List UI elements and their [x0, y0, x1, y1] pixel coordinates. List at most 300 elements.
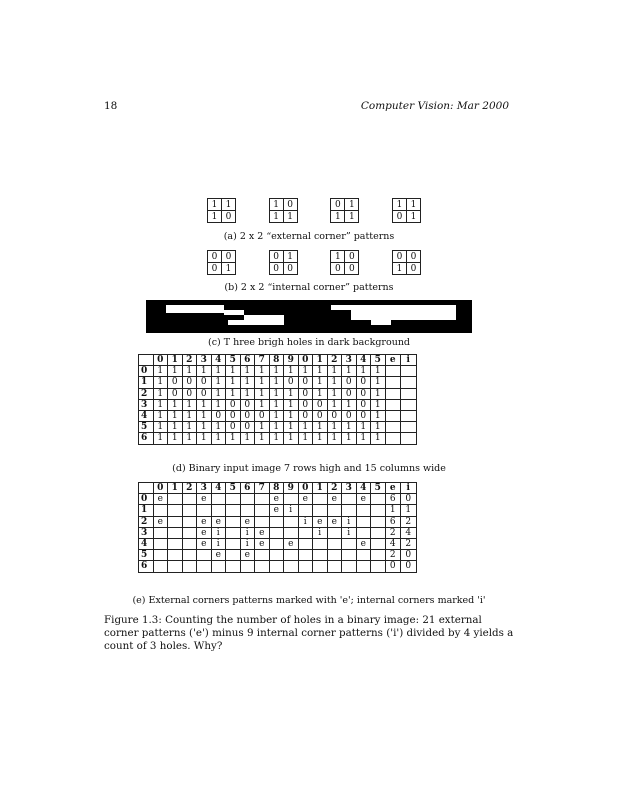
table-cell: 1	[240, 377, 255, 388]
column-header: 0	[298, 355, 313, 366]
table-cell: 1	[371, 366, 386, 377]
table-cell: 1	[327, 377, 342, 388]
table-cell: 1	[182, 410, 197, 421]
table-cell	[197, 505, 212, 516]
table-row	[139, 410, 417, 421]
table-cell	[197, 550, 212, 561]
table-cell	[313, 561, 328, 572]
table-cell: 1	[226, 377, 241, 388]
table-cell	[342, 561, 357, 572]
table-cell: 0	[168, 388, 183, 399]
table-cell: 0	[197, 377, 212, 388]
table-cell	[182, 550, 197, 561]
column-header: 1	[313, 355, 328, 366]
column-header: 3	[342, 355, 357, 366]
table-cell: e	[197, 494, 212, 505]
table-cell: 1	[153, 366, 168, 377]
table-cell: 1	[284, 410, 299, 421]
table-cell: 1	[298, 366, 313, 377]
table-cell: 2	[401, 538, 417, 549]
table-row	[139, 399, 417, 410]
table-cell: 1	[211, 422, 226, 433]
table-cell	[284, 550, 299, 561]
table-cell: 1	[327, 422, 342, 433]
table-cell: e	[327, 494, 342, 505]
table-row	[139, 550, 417, 561]
table-cell: 0	[401, 550, 417, 561]
internal-pattern: 1 0 0 0	[330, 250, 359, 275]
table-cell: 1	[371, 422, 386, 433]
table-cell: i	[284, 505, 299, 516]
table-cell	[168, 561, 183, 572]
table-row	[139, 516, 417, 527]
table-cell: 1	[153, 433, 168, 444]
table-cell: 1	[356, 433, 371, 444]
table-cell: 0	[182, 377, 197, 388]
table-cell: 1	[226, 366, 241, 377]
table-row	[139, 388, 417, 399]
column-header: 2	[327, 483, 342, 494]
table-cell: 2	[385, 550, 401, 561]
table-cell	[298, 561, 313, 572]
column-header: e	[385, 483, 401, 494]
row-header: 1	[139, 505, 154, 516]
table-cell	[168, 516, 183, 527]
table-cell: 1	[168, 410, 183, 421]
table-cell: e	[211, 516, 226, 527]
table-cell: 0	[342, 410, 357, 421]
table-cell: e	[197, 538, 212, 549]
internal-pattern: 0 1 0 0	[269, 250, 298, 275]
table-row	[139, 505, 417, 516]
table-cell	[153, 550, 168, 561]
table-cell	[226, 505, 241, 516]
table-cell	[168, 494, 183, 505]
table-cell: 1	[298, 422, 313, 433]
table-cell	[401, 410, 417, 421]
table-cell: 1	[153, 388, 168, 399]
table-cell	[255, 505, 270, 516]
table-cell: i	[342, 527, 357, 538]
table-cell: 1	[255, 399, 270, 410]
table-cell: 1	[153, 422, 168, 433]
table-cell: 1	[197, 433, 212, 444]
table-cell	[371, 550, 386, 561]
external-pattern: 0 1 1 1	[330, 198, 359, 223]
running-title: Computer Vision: Mar 2000	[360, 100, 509, 112]
table-cell	[356, 550, 371, 561]
table-cell	[226, 538, 241, 549]
table-cell	[371, 561, 386, 572]
table-cell	[327, 505, 342, 516]
table-cell: 1	[313, 433, 328, 444]
table-cell: 1	[153, 377, 168, 388]
column-header: 3	[342, 483, 357, 494]
table-cell: 2	[401, 516, 417, 527]
table-cell	[168, 527, 183, 538]
table-cell	[342, 550, 357, 561]
table-cell	[298, 550, 313, 561]
table-cell	[269, 550, 284, 561]
column-header: 2	[182, 483, 197, 494]
table-cell: 0	[385, 561, 401, 572]
column-header: 0	[153, 355, 168, 366]
table-cell: 0	[197, 388, 212, 399]
table-cell: e	[211, 550, 226, 561]
table-cell	[240, 505, 255, 516]
table-cell: 1	[371, 399, 386, 410]
table-cell: e	[240, 516, 255, 527]
table-cell: 1	[168, 433, 183, 444]
table-cell: e	[269, 505, 284, 516]
table-cell: 0	[327, 410, 342, 421]
figure-caption: Figure 1.3: Counting the number of holes in a binary image: 21 external corner patterns ('e') minus 9 internal corner patterns ('i') divided by 4 yields a count of 3 holes. Why?	[104, 614, 514, 652]
table-cell: 1	[342, 366, 357, 377]
table-cell: 1	[211, 433, 226, 444]
table-cell	[327, 550, 342, 561]
table-cell: e	[313, 516, 328, 527]
external-pattern: 1 1 1 0	[207, 198, 236, 223]
table-cell	[226, 550, 241, 561]
row-header: 6	[139, 561, 154, 572]
table-row	[139, 433, 417, 444]
table-cell: 1	[284, 433, 299, 444]
column-header: 5	[371, 483, 386, 494]
table-cell	[401, 399, 417, 410]
column-header: 2	[327, 355, 342, 366]
table-cell: e	[356, 538, 371, 549]
table-cell: e	[255, 527, 270, 538]
column-header: 9	[284, 355, 299, 366]
table-cell: 1	[269, 433, 284, 444]
table-cell: 1	[168, 422, 183, 433]
table-cell: 0	[298, 399, 313, 410]
table-cell	[298, 538, 313, 549]
table-cell: 1	[153, 410, 168, 421]
table-cell: 0	[342, 377, 357, 388]
table-cell	[255, 494, 270, 505]
table-row	[139, 561, 417, 572]
table-cell: e	[153, 494, 168, 505]
table-cell: 1	[197, 410, 212, 421]
binary-input-table	[138, 354, 417, 445]
table-cell: 1	[313, 422, 328, 433]
table-cell	[313, 550, 328, 561]
table-cell: 1	[226, 388, 241, 399]
table-cell	[182, 505, 197, 516]
column-header: 6	[240, 355, 255, 366]
column-header: 6	[240, 483, 255, 494]
table-cell	[269, 538, 284, 549]
table-cell: 1	[284, 366, 299, 377]
column-header	[139, 483, 154, 494]
row-header: 6	[139, 433, 154, 444]
column-header: 0	[153, 483, 168, 494]
table-cell	[255, 561, 270, 572]
internal-pattern: 0 0 1 0	[392, 250, 421, 275]
table-cell	[401, 377, 417, 388]
row-header: 5	[139, 422, 154, 433]
table-cell: 0	[255, 410, 270, 421]
table-cell: 1	[269, 399, 284, 410]
table-row	[139, 366, 417, 377]
table-cell: 1	[197, 366, 212, 377]
table-cell	[371, 494, 386, 505]
internal-corner-patterns	[207, 250, 421, 275]
table-cell: 1	[182, 422, 197, 433]
row-header: 4	[139, 410, 154, 421]
column-header: 7	[255, 483, 270, 494]
row-header: 0	[139, 494, 154, 505]
table-cell	[284, 516, 299, 527]
table-cell: 1	[342, 422, 357, 433]
caption-c: (c) T hree brigh holes in dark background	[207, 337, 411, 348]
table-cell: 1	[182, 433, 197, 444]
row-header: 4	[139, 538, 154, 549]
table-cell	[401, 366, 417, 377]
column-header: 2	[182, 355, 197, 366]
table-cell	[385, 388, 401, 399]
table-cell: 1	[240, 366, 255, 377]
binary-holes-image	[146, 300, 472, 333]
column-header: 5	[371, 355, 386, 366]
table-cell	[385, 410, 401, 421]
table-cell	[401, 422, 417, 433]
table-cell	[226, 527, 241, 538]
table-cell	[168, 550, 183, 561]
column-header	[139, 355, 154, 366]
table-cell: 1	[255, 422, 270, 433]
table-cell: 0	[240, 422, 255, 433]
table-cell: 1	[197, 422, 212, 433]
table-cell	[240, 561, 255, 572]
table-cell: 0	[284, 377, 299, 388]
table-cell: 1	[327, 388, 342, 399]
table-cell	[356, 561, 371, 572]
table-cell: 4	[401, 527, 417, 538]
caption-a: (a) 2 x 2 “external corner” patterns	[223, 231, 395, 242]
table-row	[139, 494, 417, 505]
table-cell: 1	[168, 399, 183, 410]
table-cell	[356, 516, 371, 527]
table-cell: 1	[342, 433, 357, 444]
external-corner-patterns	[207, 198, 421, 223]
column-header: 4	[211, 355, 226, 366]
table-cell: 1	[313, 377, 328, 388]
table-cell	[356, 527, 371, 538]
table-cell	[371, 505, 386, 516]
row-header: 2	[139, 388, 154, 399]
table-cell: i	[211, 527, 226, 538]
column-header: 5	[226, 355, 241, 366]
table-row	[139, 527, 417, 538]
table-cell: 1	[255, 433, 270, 444]
table-cell: i	[211, 538, 226, 549]
table-cell	[226, 561, 241, 572]
table-cell: e	[197, 527, 212, 538]
table-cell	[168, 538, 183, 549]
table-cell	[168, 505, 183, 516]
table-cell: 2	[385, 527, 401, 538]
table-cell	[284, 527, 299, 538]
table-cell: 1	[269, 388, 284, 399]
table-cell: 1	[197, 399, 212, 410]
table-cell: 0	[182, 388, 197, 399]
table-cell	[182, 538, 197, 549]
corner-marks-table	[138, 482, 417, 573]
hole-3-head	[331, 305, 351, 310]
table-cell	[182, 516, 197, 527]
table-cell	[313, 505, 328, 516]
table-cell: 1	[255, 388, 270, 399]
table-row	[139, 377, 417, 388]
external-pattern: 1 0 1 1	[269, 198, 298, 223]
table-cell	[385, 377, 401, 388]
column-header: 8	[269, 483, 284, 494]
table-cell	[342, 538, 357, 549]
table-cell: 6	[385, 494, 401, 505]
table-cell	[401, 388, 417, 399]
row-header: 2	[139, 516, 154, 527]
table-cell	[211, 505, 226, 516]
table-cell: 1	[255, 366, 270, 377]
table-cell: i	[298, 516, 313, 527]
table-cell: 0	[168, 377, 183, 388]
column-header: 7	[255, 355, 270, 366]
table-cell	[226, 516, 241, 527]
hole-3	[351, 305, 456, 320]
table-cell: 1	[401, 505, 417, 516]
table-cell	[226, 494, 241, 505]
table-cell	[385, 366, 401, 377]
table-cell	[371, 538, 386, 549]
table-cell	[371, 527, 386, 538]
table-cell: 0	[401, 494, 417, 505]
table-cell: 1	[371, 388, 386, 399]
column-header: 1	[168, 483, 183, 494]
table-cell	[182, 527, 197, 538]
table-cell: 0	[356, 410, 371, 421]
table-cell	[313, 538, 328, 549]
table-cell	[269, 561, 284, 572]
table-cell: 6	[385, 516, 401, 527]
table-cell: e	[327, 516, 342, 527]
column-header: 1	[313, 483, 328, 494]
row-header: 0	[139, 366, 154, 377]
internal-pattern: 0 0 0 1	[207, 250, 236, 275]
table-cell: e	[269, 494, 284, 505]
column-header: i	[401, 483, 417, 494]
table-cell: 0	[226, 399, 241, 410]
table-cell	[313, 494, 328, 505]
table-cell: e	[284, 538, 299, 549]
table-cell	[255, 550, 270, 561]
table-cell: 1	[284, 399, 299, 410]
table-cell	[298, 505, 313, 516]
table-cell: 1	[255, 377, 270, 388]
table-cell: 0	[356, 388, 371, 399]
table-cell: 1	[211, 377, 226, 388]
column-header: 8	[269, 355, 284, 366]
table-cell	[298, 527, 313, 538]
table-cell	[385, 433, 401, 444]
table-cell: 0	[240, 410, 255, 421]
table-cell: 0	[356, 399, 371, 410]
column-header: i	[401, 355, 417, 366]
table-cell: 1	[327, 433, 342, 444]
hole-3-tail	[371, 320, 391, 325]
column-header: 5	[226, 483, 241, 494]
table-cell	[211, 494, 226, 505]
table-cell: 4	[385, 538, 401, 549]
table-cell	[153, 527, 168, 538]
table-cell: 0	[226, 410, 241, 421]
table-cell: i	[342, 516, 357, 527]
column-header: 9	[284, 483, 299, 494]
table-cell: i	[313, 527, 328, 538]
column-header: 4	[356, 483, 371, 494]
table-cell: e	[255, 538, 270, 549]
table-cell: 1	[182, 399, 197, 410]
table-cell: 0	[401, 561, 417, 572]
table-cell: 1	[298, 433, 313, 444]
table-cell: 1	[356, 422, 371, 433]
column-header: 3	[197, 355, 212, 366]
table-cell: 1	[153, 399, 168, 410]
table-cell: 1	[371, 433, 386, 444]
caption-e: (e) External corners patterns marked with 'e'; internal corners marked 'i'	[132, 595, 486, 606]
row-header: 5	[139, 550, 154, 561]
table-cell: e	[153, 516, 168, 527]
table-cell: e	[356, 494, 371, 505]
table-cell: 1	[371, 410, 386, 421]
external-pattern: 1 1 0 1	[392, 198, 421, 223]
table-cell: 1	[371, 377, 386, 388]
row-header: 3	[139, 399, 154, 410]
table-cell: 1	[269, 410, 284, 421]
column-header: 4	[356, 355, 371, 366]
column-header: 3	[197, 483, 212, 494]
table-cell: 1	[327, 399, 342, 410]
table-cell: 0	[298, 388, 313, 399]
page-number: 18	[104, 100, 118, 112]
row-header: 1	[139, 377, 154, 388]
table-cell: 0	[298, 377, 313, 388]
table-cell: e	[197, 516, 212, 527]
table-cell: 1	[168, 366, 183, 377]
table-cell: i	[240, 538, 255, 549]
table-cell: 1	[240, 388, 255, 399]
table-cell	[342, 494, 357, 505]
table-cell: 0	[356, 377, 371, 388]
table-row	[139, 538, 417, 549]
table-cell	[182, 561, 197, 572]
table-cell: 1	[313, 388, 328, 399]
table-cell	[356, 505, 371, 516]
table-cell	[284, 494, 299, 505]
column-header: 0	[298, 483, 313, 494]
table-cell	[284, 561, 299, 572]
table-cell: 1	[327, 366, 342, 377]
table-cell: i	[240, 527, 255, 538]
table-cell: 1	[211, 366, 226, 377]
hole-2	[244, 315, 284, 325]
table-cell	[197, 561, 212, 572]
table-cell	[327, 561, 342, 572]
table-cell: 1	[269, 366, 284, 377]
table-cell: 1	[211, 399, 226, 410]
table-cell	[153, 538, 168, 549]
